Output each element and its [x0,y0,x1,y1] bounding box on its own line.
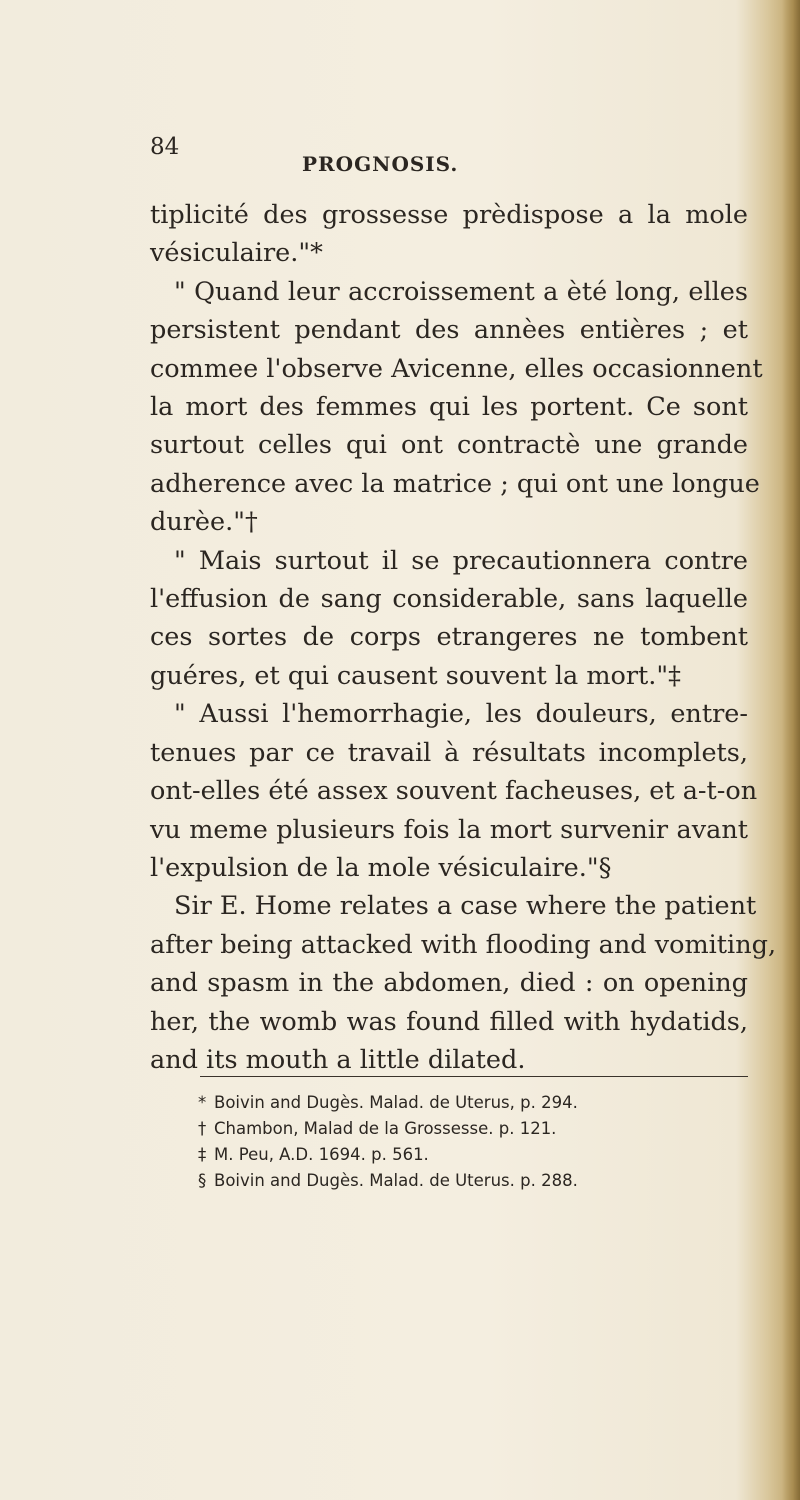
text-line: surtout celles qui ont contractè une grande [150,430,748,461]
text-line: Sir E. Home relates a case where the patient [174,891,757,922]
footnote [198,1168,738,1194]
text-line: l'expulsion de la mole vésiculaire."§ [150,852,612,883]
text-line: guéres, et qui causent souvent la mort."‡ [150,660,681,691]
text-line: tiplicité des grossesse prèdispose a la mole [150,200,748,230]
text-line: durèe."† [150,507,258,538]
text-line: her, the womb was found filled with hydatids, [150,1006,748,1037]
body-text [150,196,777,1079]
footnote-text: Boivin and Dugès. Malad. de Uterus. p. 288. [214,1171,578,1190]
text-line: ont-elles été assex souvent facheuses, et a-t-on [150,776,758,807]
text-line: la mort des femmes qui les portent. Ce sont [150,392,748,423]
running-head: PROGNOSIS. [302,152,459,176]
footnotes [198,1090,738,1194]
footnote [198,1116,738,1142]
footnote-text: Boivin and Dugès. Malad. de Uterus, p. 294. [214,1093,578,1112]
footnote-text: Chambon, Malad de la Grossesse. p. 121. [214,1119,557,1138]
footnote [198,1090,738,1116]
text-line: " Aussi l'hemorrhagie, les douleurs, entre- [174,699,748,730]
text-line: l'effusion de sang considerable, sans laquelle [150,584,748,615]
footnote-text: M. Peu, A.D. 1694. p. 561. [214,1145,429,1164]
text-line: tenues par ce travail à résultats incomplets, [150,737,748,768]
text-line: vésiculaire."* [150,238,323,269]
footnote-mark: § [198,1171,207,1190]
text-line: adherence avec la matrice ; qui ont une longue [150,468,760,499]
page-edge-shadow [782,0,800,1500]
text-line: " Quand leur accroissement a èté long, elles [174,276,748,307]
text-line: " Mais surtout il se precautionnera contre [174,545,748,576]
footnote-mark: * [198,1093,207,1112]
text-line: after being attacked with flooding and vomiting, [150,929,777,960]
text-line: and its mouth a little dilated. [150,1044,526,1075]
footnote-mark: ‡ [198,1145,207,1164]
text-line: commee l'observe Avicenne, elles occasionnent [150,353,763,384]
footnote-divider [200,1076,748,1077]
text-line: and spasm in the abdomen, died : on opening [150,968,748,999]
page-number: 84 [150,134,180,160]
text-line: persistent pendant des annèes entières ; et [150,315,748,346]
text-line: ces sortes de corps etrangeres ne tombent [150,622,748,653]
footnote [198,1142,738,1168]
text-line: vu meme plusieurs fois la mort survenir avant [150,814,748,845]
footnote-mark: † [198,1119,207,1138]
